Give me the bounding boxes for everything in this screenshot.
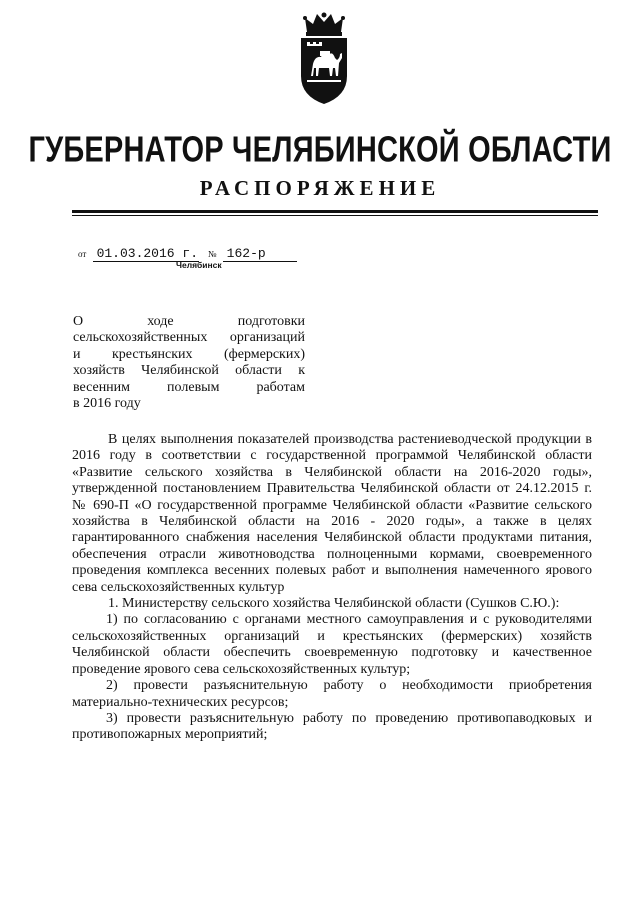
subject-line: весенним полевым работам	[73, 379, 305, 395]
clause-1-subitem-1: 1) по согласованию с органами местного самоуправления и с руководителями сельскохозяйственных организаций и крестьянских (фермерских) хозяйств Челябинской области обеспечить своевременную подготовку и качественное проведение ярового сева сельскохозяйственных культур;	[72, 612, 592, 677]
clause-1: 1. Министерству сельского хозяйства Челябинской области (Сушков С.Ю.):	[108, 596, 560, 612]
document-subject	[73, 314, 305, 412]
document-type-heading: РАСПОРЯЖЕНИЕ	[199, 176, 441, 200]
subject-line: хозяйств Челябинской области к	[73, 363, 305, 379]
subject-line: сельскохозяйственных организаций	[73, 330, 305, 346]
subject-line: О ходе подготовки	[73, 314, 305, 329]
date-prefix: от	[78, 249, 87, 259]
document-date: 01.03.2016 г.	[93, 246, 199, 262]
header-divider-thick	[72, 210, 598, 213]
number-prefix: №	[207, 249, 217, 259]
clause-1-subitem-3: 3) провести разъяснительную работу по проведению противопаводковых и противопожарных мероприятий;	[72, 710, 592, 743]
clause-1-subitem-2: 2) провести разъяснительную работу о необходимости приобретения материально-технических ресурсов;	[72, 678, 592, 710]
subject-line: и крестьянских (фермерских)	[73, 346, 305, 362]
subject-line: в 2016 году	[73, 396, 141, 412]
issuing-authority-title: ГУБЕРНАТОР ЧЕЛЯБИНСКОЙ ОБЛАСТИ	[28, 130, 612, 170]
issue-city: Челябинск	[176, 260, 222, 270]
preamble-paragraph: В целях выполнения показателей производства растениеводческой продукции в 2016 году в соответствии с государственной программой Челябинской области «Развитие сельского хозяйства в Челябинской области на 2016-2020 годы», утвержденной постановлением Правительства Челябинской области от 24.12.2015 г. № 690-П «О государственной программе Челябинской области «Развитие сельского хозяйства в Челябинской области на 2016 - 2020 годы», а также в целях гарантированного снабжения населения Челябинской области продуктами питания, обеспечения отрасли животноводства полноценными кормами, своевременного проведения комплекса весенних полевых работ и выполнения намеченного ярового сева сельскохозяйственных культур	[72, 432, 592, 595]
coat-of-arms-icon	[293, 10, 355, 106]
document-body	[72, 432, 592, 744]
header-divider-thin	[72, 215, 598, 216]
document-number: 162-р	[223, 246, 297, 262]
